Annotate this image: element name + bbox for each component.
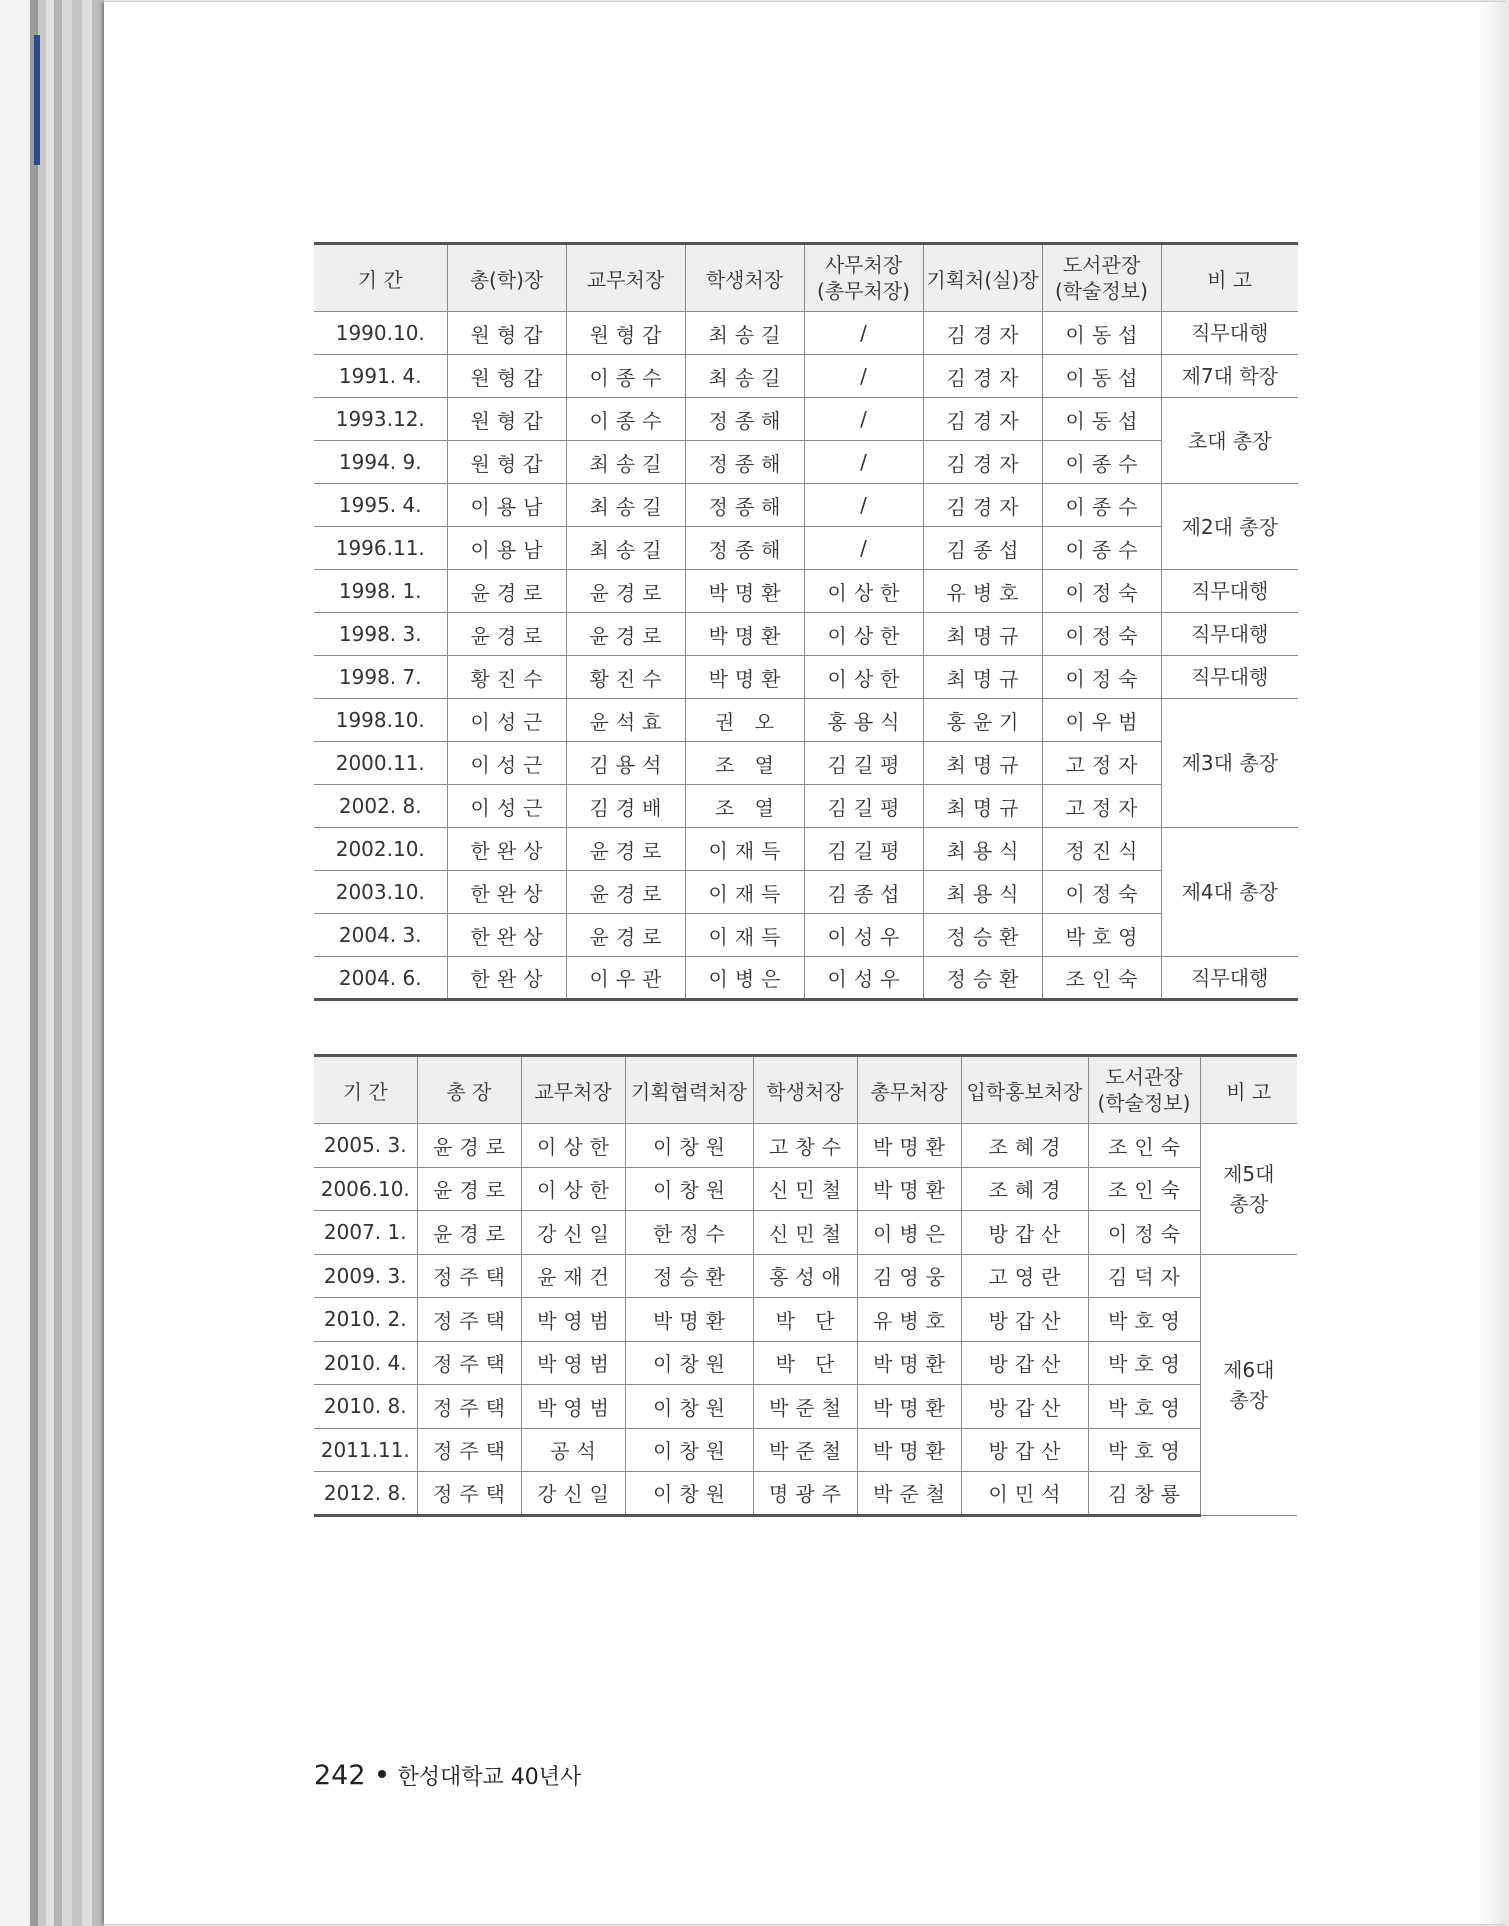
table-row xyxy=(314,570,1298,613)
cell-name: 이상한 xyxy=(521,1124,625,1168)
cell-name: 박준철 xyxy=(753,1385,857,1429)
cell-name: 정승환 xyxy=(923,957,1042,1000)
cell-name: 고영란 xyxy=(961,1254,1088,1298)
cell-name: 고정자 xyxy=(1042,785,1161,828)
cell-name: 한완상 xyxy=(447,828,566,871)
cell-name: 강신일 xyxy=(521,1472,625,1516)
header-student-affairs: 학생처장 xyxy=(753,1056,857,1124)
cell-name: 김종섭 xyxy=(923,527,1042,570)
header-general-affairs: 사무처장 (총무처장) xyxy=(804,244,923,312)
cell-name: 이동섭 xyxy=(1042,398,1161,441)
cell-name: 윤경로 xyxy=(566,570,685,613)
cell-name: 김경자 xyxy=(923,312,1042,355)
cell-period: 1998. 7. xyxy=(314,656,447,699)
cell-name: 조 열 xyxy=(685,785,804,828)
cell-name: 박명환 xyxy=(625,1298,753,1342)
cell-remarks: 직무대행 xyxy=(1161,570,1298,613)
cell-name: 한완상 xyxy=(447,914,566,957)
cell-name: 이병은 xyxy=(857,1211,961,1255)
cell-name: 강신일 xyxy=(521,1211,625,1255)
table-row xyxy=(314,1254,1297,1298)
cell-name: 방갑산 xyxy=(961,1385,1088,1429)
header-president: 총 장 xyxy=(417,1056,521,1124)
cell-name: 박준철 xyxy=(857,1472,961,1516)
cell-name: 이정숙 xyxy=(1042,570,1161,613)
header-admissions-pr: 입학홍보처장 xyxy=(961,1056,1088,1124)
cell-name: 최명규 xyxy=(923,613,1042,656)
table-row xyxy=(314,1124,1297,1168)
cell-period: 2007. 1. xyxy=(314,1211,417,1255)
cell-name: 정진식 xyxy=(1042,828,1161,871)
cell-name: 최용식 xyxy=(923,828,1042,871)
cell-name: 정승환 xyxy=(625,1254,753,1298)
cell-name: 박명환 xyxy=(685,656,804,699)
cell-name: / xyxy=(804,398,923,441)
table-row xyxy=(314,699,1298,742)
cell-name: 방갑산 xyxy=(961,1211,1088,1255)
cell-name: 이창원 xyxy=(625,1341,753,1385)
officials-table-2005-2012 xyxy=(314,1054,1297,1517)
cell-name: 방갑산 xyxy=(961,1428,1088,1472)
table-row xyxy=(314,785,1298,828)
cell-remarks: 제3대 총장 xyxy=(1161,699,1298,828)
table-row xyxy=(314,441,1298,484)
cell-name: 박준철 xyxy=(753,1428,857,1472)
cell-name: 박영범 xyxy=(521,1341,625,1385)
cell-name: 박호영 xyxy=(1088,1341,1200,1385)
cell-name: 이창원 xyxy=(625,1167,753,1211)
cell-period: 2004. 3. xyxy=(314,914,447,957)
cell-name: 박영범 xyxy=(521,1298,625,1342)
header-library: 도서관장 (학술정보) xyxy=(1088,1056,1200,1124)
cell-name: 최명규 xyxy=(923,656,1042,699)
cell-name: 조혜경 xyxy=(961,1167,1088,1211)
cell-name: 윤경로 xyxy=(417,1124,521,1168)
table-row xyxy=(314,527,1298,570)
cell-name: 김종섭 xyxy=(804,871,923,914)
cell-name: 이상한 xyxy=(804,570,923,613)
cell-name: 박 단 xyxy=(753,1341,857,1385)
table-row xyxy=(314,484,1298,527)
cell-name: 박명환 xyxy=(857,1167,961,1211)
cell-name: 방갑산 xyxy=(961,1298,1088,1342)
cell-name: 김경자 xyxy=(923,398,1042,441)
cell-name: / xyxy=(804,527,923,570)
cell-name: 원형갑 xyxy=(447,355,566,398)
cell-name: 홍성애 xyxy=(753,1254,857,1298)
cell-name: 김길평 xyxy=(804,828,923,871)
table-row xyxy=(314,1298,1297,1342)
cell-period: 2011.11. xyxy=(314,1428,417,1472)
table-row xyxy=(314,656,1298,699)
table-row xyxy=(314,355,1298,398)
cell-name: 박호영 xyxy=(1088,1428,1200,1472)
table-row xyxy=(314,1472,1297,1516)
cell-name: 방갑산 xyxy=(961,1341,1088,1385)
cell-name: 조 열 xyxy=(685,742,804,785)
cell-name: 이창원 xyxy=(625,1385,753,1429)
cell-name: 정승환 xyxy=(923,914,1042,957)
header-remarks: 비 고 xyxy=(1200,1056,1297,1124)
cell-period: 1998.10. xyxy=(314,699,447,742)
cell-remarks: 제4대 총장 xyxy=(1161,828,1298,957)
cell-name: 이정숙 xyxy=(1042,613,1161,656)
cell-name: / xyxy=(804,312,923,355)
cell-period: 2010. 2. xyxy=(314,1298,417,1342)
cell-name: 최송길 xyxy=(566,527,685,570)
document-page xyxy=(104,2,1509,1924)
cell-name: 정종해 xyxy=(685,398,804,441)
cell-name: 이상한 xyxy=(521,1167,625,1211)
cell-period: 2010. 4. xyxy=(314,1341,417,1385)
header-student-affairs: 학생처장 xyxy=(685,244,804,312)
table-row xyxy=(314,828,1298,871)
cell-remarks: 제6대 총장 xyxy=(1200,1254,1297,1515)
cell-period: 1993.12. xyxy=(314,398,447,441)
cell-name: 이재득 xyxy=(685,914,804,957)
table-row xyxy=(314,312,1298,355)
cell-name: 이성우 xyxy=(804,914,923,957)
cell-name: 박명환 xyxy=(857,1428,961,1472)
cell-name: 이창원 xyxy=(625,1472,753,1516)
cell-period: 2005. 3. xyxy=(314,1124,417,1168)
cell-name: 박명환 xyxy=(857,1341,961,1385)
table-row xyxy=(314,742,1298,785)
table-row xyxy=(314,1167,1297,1211)
header-period: 기 간 xyxy=(314,1056,417,1124)
cell-name: 이재득 xyxy=(685,871,804,914)
cell-name: 윤경로 xyxy=(566,871,685,914)
cell-name: 신민철 xyxy=(753,1211,857,1255)
cell-name: / xyxy=(804,441,923,484)
cell-name: 이상한 xyxy=(804,656,923,699)
cell-name: 이병은 xyxy=(685,957,804,1000)
cell-name: 김경자 xyxy=(923,355,1042,398)
cell-name: 유병호 xyxy=(923,570,1042,613)
cell-name: 최송길 xyxy=(685,355,804,398)
cell-name: 신민철 xyxy=(753,1167,857,1211)
cell-name: 박영범 xyxy=(521,1385,625,1429)
cell-name: 황진수 xyxy=(447,656,566,699)
cell-name: 윤경로 xyxy=(417,1167,521,1211)
cell-name: 이동섭 xyxy=(1042,355,1161,398)
bullet-icon xyxy=(378,1770,386,1778)
cell-name: 원형갑 xyxy=(447,312,566,355)
cell-period: 1991. 4. xyxy=(314,355,447,398)
cell-name: 김경자 xyxy=(923,441,1042,484)
page-footer xyxy=(314,1760,581,1791)
header-president: 총(학)장 xyxy=(447,244,566,312)
cell-name: 윤경로 xyxy=(447,570,566,613)
table-row xyxy=(314,871,1298,914)
cell-name: 최송길 xyxy=(566,441,685,484)
cell-remarks: 직무대행 xyxy=(1161,957,1298,1000)
cell-name: 윤경로 xyxy=(447,613,566,656)
cell-name: 한완상 xyxy=(447,957,566,1000)
cell-name: 홍용식 xyxy=(804,699,923,742)
cell-name: 이정숙 xyxy=(1088,1211,1200,1255)
cell-name: 정주택 xyxy=(417,1428,521,1472)
cell-name: 박명환 xyxy=(685,613,804,656)
cell-period: 2006.10. xyxy=(314,1167,417,1211)
cell-name: 박호영 xyxy=(1088,1298,1200,1342)
cell-name: 정종해 xyxy=(685,441,804,484)
cell-name: 김영웅 xyxy=(857,1254,961,1298)
cell-period: 2002. 8. xyxy=(314,785,447,828)
page-number: 242 xyxy=(314,1760,366,1791)
cell-name: 김덕자 xyxy=(1088,1254,1200,1298)
cell-name: 최명규 xyxy=(923,785,1042,828)
cell-name: 박호영 xyxy=(1088,1385,1200,1429)
table-row xyxy=(314,613,1298,656)
cell-period: 2004. 6. xyxy=(314,957,447,1000)
cell-remarks: 직무대행 xyxy=(1161,656,1298,699)
table-header-row xyxy=(314,244,1298,312)
cell-name: 이재득 xyxy=(685,828,804,871)
header-planning: 기획처(실)장 xyxy=(923,244,1042,312)
header-academic-affairs: 교무처장 xyxy=(521,1056,625,1124)
cell-name: 한완상 xyxy=(447,871,566,914)
book-edge xyxy=(30,0,110,1926)
cell-name: 윤경로 xyxy=(417,1211,521,1255)
cell-name: 조혜경 xyxy=(961,1124,1088,1168)
cell-name: 이성근 xyxy=(447,742,566,785)
cell-name: / xyxy=(804,355,923,398)
table-row xyxy=(314,914,1298,957)
cell-name: 윤경로 xyxy=(566,828,685,871)
cell-name: 이종수 xyxy=(1042,484,1161,527)
cell-name: 정주택 xyxy=(417,1298,521,1342)
cell-period: 1995. 4. xyxy=(314,484,447,527)
cell-name: 조인숙 xyxy=(1088,1167,1200,1211)
cell-name: 최용식 xyxy=(923,871,1042,914)
cell-remarks: 직무대행 xyxy=(1161,312,1298,355)
cell-name: 권 오 xyxy=(685,699,804,742)
table-row xyxy=(314,1385,1297,1429)
cell-name: 유병호 xyxy=(857,1298,961,1342)
cell-name: 박명환 xyxy=(857,1385,961,1429)
cell-name: 정주택 xyxy=(417,1254,521,1298)
header-general-affairs: 총무처장 xyxy=(857,1056,961,1124)
cell-period: 1998. 3. xyxy=(314,613,447,656)
cell-name: 이성근 xyxy=(447,785,566,828)
cell-remarks: 직무대행 xyxy=(1161,613,1298,656)
cell-name: 김길평 xyxy=(804,785,923,828)
cell-period: 2010. 8. xyxy=(314,1385,417,1429)
cell-name: 정종해 xyxy=(685,484,804,527)
cell-period: 2002.10. xyxy=(314,828,447,871)
cell-name: 김경배 xyxy=(566,785,685,828)
cell-name: 이용남 xyxy=(447,527,566,570)
table-row xyxy=(314,957,1298,1000)
cell-name: 이용남 xyxy=(447,484,566,527)
cell-name: 원형갑 xyxy=(447,398,566,441)
cell-name: 정주택 xyxy=(417,1341,521,1385)
cell-remarks: 제7대 학장 xyxy=(1161,355,1298,398)
cell-name: 이종수 xyxy=(1042,441,1161,484)
cell-name: 윤경로 xyxy=(566,914,685,957)
cell-period: 2009. 3. xyxy=(314,1254,417,1298)
header-library: 도서관장 (학술정보) xyxy=(1042,244,1161,312)
cell-name: 박 단 xyxy=(753,1298,857,1342)
cell-name: 공석 xyxy=(521,1428,625,1472)
cell-name: 박호영 xyxy=(1042,914,1161,957)
cell-name: 한정수 xyxy=(625,1211,753,1255)
cell-name: 이종수 xyxy=(566,398,685,441)
cell-name: 박명환 xyxy=(857,1124,961,1168)
cell-period: 2000.11. xyxy=(314,742,447,785)
cell-name: 조인숙 xyxy=(1042,957,1161,1000)
cell-name: 김길평 xyxy=(804,742,923,785)
book-title: 한성대학교 40년사 xyxy=(397,1765,582,1790)
table-row xyxy=(314,1428,1297,1472)
table-header-row xyxy=(314,1056,1297,1124)
cell-name: 윤석효 xyxy=(566,699,685,742)
cell-name: 윤재건 xyxy=(521,1254,625,1298)
cell-name: 명광주 xyxy=(753,1472,857,1516)
cell-name: 김용석 xyxy=(566,742,685,785)
cell-name: 이정숙 xyxy=(1042,871,1161,914)
cell-name: 이종수 xyxy=(566,355,685,398)
cell-name: 이상한 xyxy=(804,613,923,656)
cell-name: 고정자 xyxy=(1042,742,1161,785)
cell-remarks: 제2대 총장 xyxy=(1161,484,1298,570)
officials-table-1990-2004 xyxy=(314,242,1298,1001)
cell-period: 2012. 8. xyxy=(314,1472,417,1516)
table-row xyxy=(314,1211,1297,1255)
cell-period: 1994. 9. xyxy=(314,441,447,484)
cell-name: 황진수 xyxy=(566,656,685,699)
cell-name: 정종해 xyxy=(685,527,804,570)
cell-name: 원형갑 xyxy=(566,312,685,355)
cell-period: 1990.10. xyxy=(314,312,447,355)
cell-name: 이우범 xyxy=(1042,699,1161,742)
cell-name: 정주택 xyxy=(417,1385,521,1429)
cell-name: / xyxy=(804,484,923,527)
cell-name: 이우관 xyxy=(566,957,685,1000)
cell-name: 윤경로 xyxy=(566,613,685,656)
cell-name: 김경자 xyxy=(923,484,1042,527)
cell-name: 이종수 xyxy=(1042,527,1161,570)
cell-name: 최명규 xyxy=(923,742,1042,785)
cell-period: 1998. 1. xyxy=(314,570,447,613)
cell-name: 이민석 xyxy=(961,1472,1088,1516)
cell-name: 이창원 xyxy=(625,1428,753,1472)
table-row xyxy=(314,1341,1297,1385)
cell-period: 2003.10. xyxy=(314,871,447,914)
cell-name: 이동섭 xyxy=(1042,312,1161,355)
cell-name: 이성근 xyxy=(447,699,566,742)
cell-name: 이성우 xyxy=(804,957,923,1000)
cell-name: 고창수 xyxy=(753,1124,857,1168)
cell-name: 정주택 xyxy=(417,1472,521,1516)
cell-name: 홍윤기 xyxy=(923,699,1042,742)
header-academic-affairs: 교무처장 xyxy=(566,244,685,312)
header-planning-cooperation: 기획협력처장 xyxy=(625,1056,753,1124)
cell-name: 김창룡 xyxy=(1088,1472,1200,1516)
table-row xyxy=(314,398,1298,441)
cell-name: 조인숙 xyxy=(1088,1124,1200,1168)
header-period: 기 간 xyxy=(314,244,447,312)
page-shade xyxy=(1479,2,1509,1924)
cell-name: 이창원 xyxy=(625,1124,753,1168)
cell-name: 최송길 xyxy=(685,312,804,355)
cell-remarks: 초대 총장 xyxy=(1161,398,1298,484)
cell-name: 최송길 xyxy=(566,484,685,527)
header-remarks: 비 고 xyxy=(1161,244,1298,312)
cell-remarks: 제5대 총장 xyxy=(1200,1124,1297,1255)
cell-name: 원형갑 xyxy=(447,441,566,484)
cell-name: 박명환 xyxy=(685,570,804,613)
cell-name: 이정숙 xyxy=(1042,656,1161,699)
cell-period: 1996.11. xyxy=(314,527,447,570)
